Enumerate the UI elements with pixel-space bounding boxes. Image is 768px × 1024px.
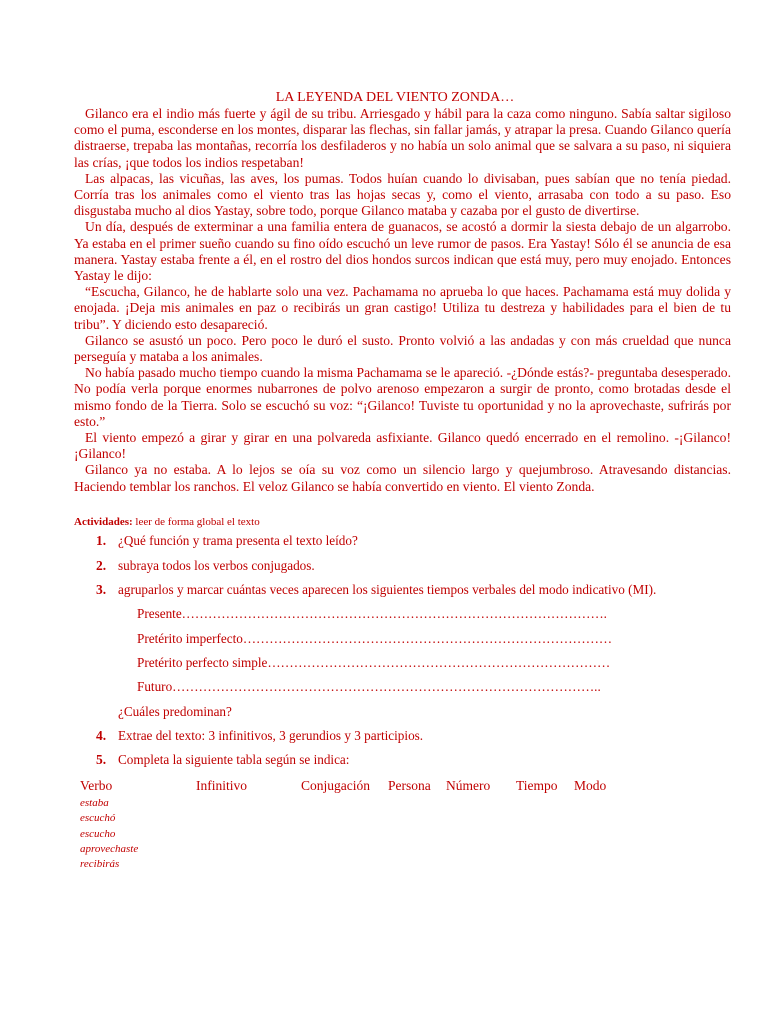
tense-preterito-perfecto-simple: Pretérito perfecto simple…………………………………………………………………… <box>137 655 611 670</box>
story-paragraph: Las alpacas, las vicuñas, las aves, los pumas. Todos huían cuando lo divisaban, pues sabían que no tenía piedad. Corría tras los animales como el viento tras las hojas secas y, como el viento, arrasaba con todo a su paso. Eso disgustaba mucho al dios Yastay, sobre todo, porque Gilanco mataba y cazaba por el gusto de divertirse. <box>74 170 731 219</box>
question-number: 1. <box>96 533 107 548</box>
tense-presente: Presente……………………………………………………………………………………. <box>137 606 607 621</box>
verb-item: recibirás <box>80 858 120 871</box>
question-text: subraya todos los verbos conjugados. <box>118 558 315 573</box>
table-header-numero: Número <box>446 778 491 793</box>
table-header-infinitivo: Infinitivo <box>196 778 247 793</box>
verb-item: aprovechaste <box>80 842 139 855</box>
question-number: 5. <box>96 752 107 767</box>
story-text <box>74 106 731 495</box>
tense-preterito-imperfecto: Pretérito imperfecto………………………………………………………………………… <box>137 631 613 646</box>
table-header-modo: Modo <box>574 778 607 793</box>
activities-label: Actividades: <box>74 516 133 528</box>
story-paragraph: El viento empezó a girar y girar en una polvareda asfixiante. Gilanco quedó encerrado en el remolino. -¡Gilanco! ¡Gilanco! <box>74 430 731 462</box>
question-text: agruparlos y marcar cuántas veces aparecen los siguientes tiempos verbales del modo indicativo (MI). <box>118 582 657 597</box>
question-number: 3. <box>96 582 107 597</box>
story-paragraph: No había pasado mucho tiempo cuando la misma Pachamama se le apareció. -¿Dónde estás?- preguntaba desesperado. No podía verla porque enormes nubarrones de polvo arenoso empezaron a surgir de pronto, como brotadas desde el mismo fondo de la Tierra. Solo se escuchó su voz: “¡Gilanco! Tuviste tu oportunidad y no la aprovechaste, sufrirás por esto.” <box>74 365 731 429</box>
verb-item: escucho <box>80 827 116 840</box>
question-number: 4. <box>96 728 107 743</box>
table-header-verbo: Verbo <box>80 778 113 793</box>
verb-item: escuchó <box>80 812 116 825</box>
question-text: Completa la siguiente tabla según se indica: <box>118 752 350 767</box>
story-paragraph: Un día, después de exterminar a una familia entera de guanacos, se acostó a dormir la siesta debajo de un algarrobo. Ya estaba en el primer sueño cuando su fino oído escuchó un leve rumor de pasos. Era Yastay! Sólo él se anuncia de esa manera. Yastay estaba frente a él, en el rostro del dios hondos surcos indican que está muy, pero muy enojado. Entonces Yastay le dijo: <box>74 219 731 284</box>
document-title: LA LEYENDA DEL VIENTO ZONDA… <box>275 90 515 105</box>
table-header-tiempo: Tiempo <box>516 778 558 793</box>
activities-heading <box>74 515 260 529</box>
story-paragraph: Gilanco se asustó un poco. Pero poco le duró el susto. Pronto volvió a las andadas y con más crueldad que nunca perseguía y mataba a los animales. <box>74 332 731 365</box>
question-text: Extrae del texto: 3 infinitivos, 3 gerundios y 3 participios. <box>118 728 424 743</box>
verb-list <box>80 796 138 872</box>
table-header-conjugacion: Conjugación <box>301 778 370 793</box>
story-paragraph: “Escucha, Gilanco, he de hablarte solo una vez. Pachamama no aprueba lo que haces. Pachamama está muy dolida y enojada. ¡Deja mis animales en paz o recibirás un gran castigo! Utiliza tu destreza y habilidades para el bien de tu tribu”. Y diciendo esto desapareció. <box>74 284 731 332</box>
story-paragraph: Gilanco ya no estaba. A lo lejos se oía su voz como un silencio largo y quejumbroso. Atravesando distancias. Haciendo temblar los ranchos. El veloz Gilanco se había convertido en viento. El viento Zonda. <box>74 462 731 494</box>
story-paragraph: Gilanco era el indio más fuerte y ágil de su tribu. Arriesgado y hábil para la caza como ninguno. Sabía saltar sigiloso como el puma, esconderse en los montes, disparar las flechas, sin fallar jamás, y atrapar la presa. Cuando Gilanco quería distraerse, trepaba las montañas, recorría los desfiladeros y no había un solo animal que se salvara a su paso, ni siquiera las crías, ¡que todos los indios respetaban! <box>74 106 731 170</box>
verb-item: estaba <box>80 797 109 809</box>
tense-futuro: Futuro…………………………………………………………………………………….. <box>137 679 601 694</box>
predominate-question: ¿Cuáles predominan? <box>118 704 232 719</box>
question-text: ¿Qué función y trama presenta el texto leído? <box>118 533 358 548</box>
table-header-persona: Persona <box>388 778 431 793</box>
question-number: 2. <box>96 558 107 573</box>
activities-instruction: leer de forma global el texto <box>132 516 260 528</box>
